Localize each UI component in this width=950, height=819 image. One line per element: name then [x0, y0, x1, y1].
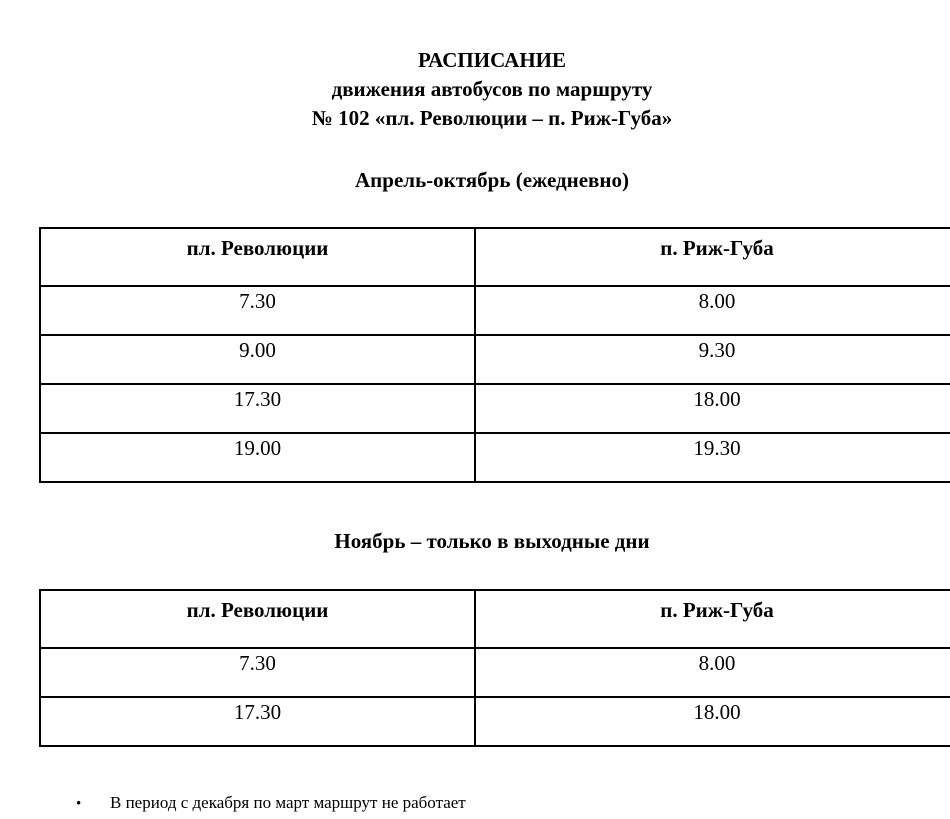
table-row [40, 384, 950, 433]
footnote [76, 792, 466, 815]
table-row [40, 335, 950, 384]
table-row [40, 433, 950, 482]
table-row [40, 697, 950, 746]
departure-time-destination: 8.00 [475, 286, 950, 335]
departure-time-destination: 19.30 [475, 433, 950, 482]
column-header-origin: пл. Революции [40, 590, 475, 648]
departure-time-destination: 18.00 [475, 697, 950, 746]
column-header-origin: пл. Революции [40, 228, 475, 286]
section-heading-april-october: Апрель-октябрь (ежедневно) [355, 168, 629, 192]
departure-time-origin: 19.00 [40, 433, 475, 482]
table-row [40, 286, 950, 335]
departure-time-destination: 9.30 [475, 335, 950, 384]
column-header-destination: п. Риж-Губа [475, 228, 950, 286]
title-line-2: движения автобусов по маршруту [331, 77, 653, 101]
departure-time-origin: 7.30 [40, 286, 475, 335]
schedule-table-april-october [39, 227, 950, 483]
departure-time-origin: 17.30 [40, 697, 475, 746]
departure-time-origin: 7.30 [40, 648, 475, 697]
section-heading-november: Ноябрь – только в выходные дни [334, 529, 650, 553]
column-header-destination: п. Риж-Губа [475, 590, 950, 648]
table-header-row [40, 228, 950, 286]
schedule-table-november [39, 589, 950, 747]
title-line-3: № 102 «пл. Революции – п. Риж-Губа» [311, 106, 673, 130]
title-line-1: РАСПИСАНИЕ [417, 48, 567, 72]
departure-time-destination: 8.00 [475, 648, 950, 697]
footnote-text: В период с декабря по март маршрут не работает [110, 793, 466, 812]
bullet-icon: • [76, 796, 82, 812]
table-header-row [40, 590, 950, 648]
departure-time-origin: 17.30 [40, 384, 475, 433]
document-title [0, 46, 950, 133]
departure-time-origin: 9.00 [40, 335, 475, 384]
departure-time-destination: 18.00 [475, 384, 950, 433]
table-row [40, 648, 950, 697]
